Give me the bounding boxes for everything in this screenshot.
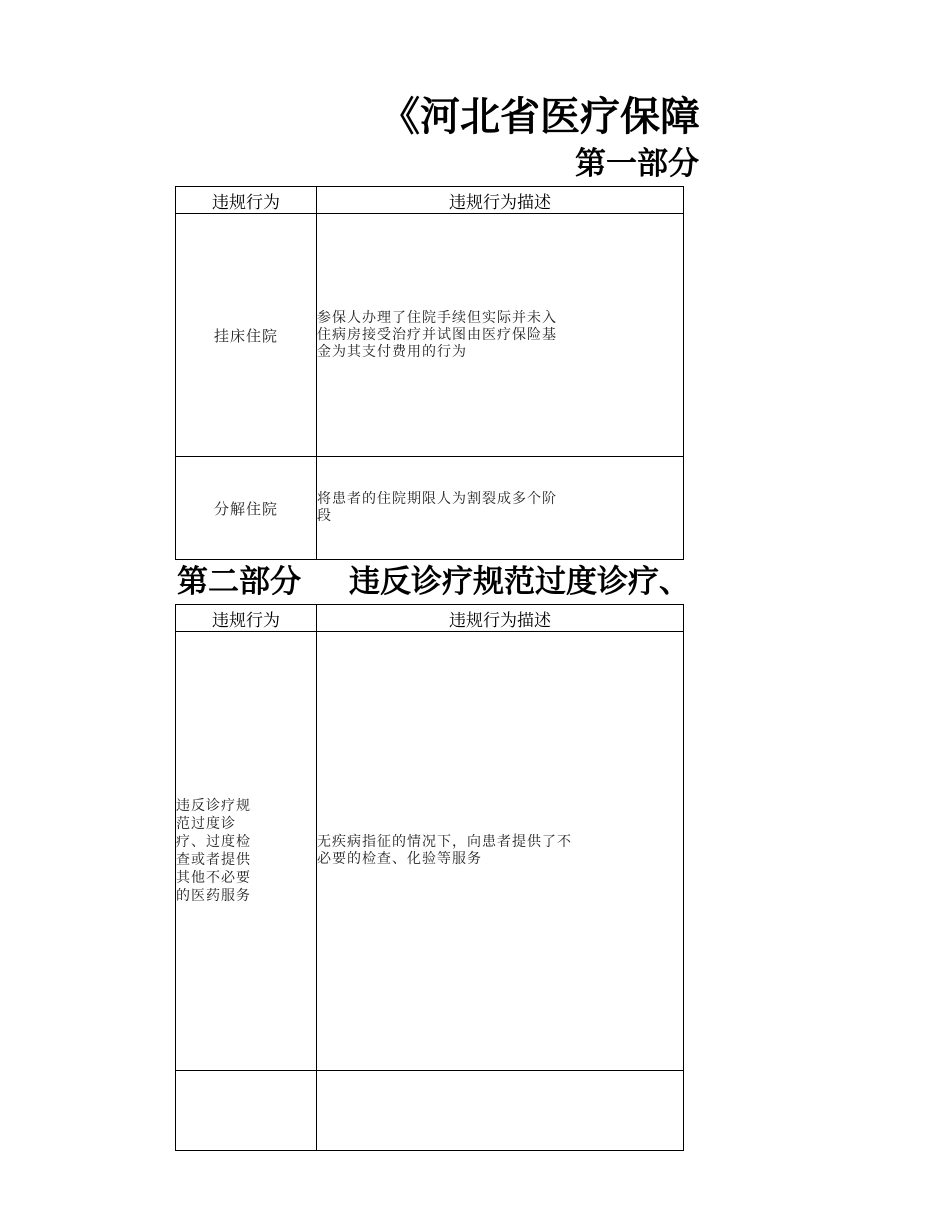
table-row <box>176 632 684 1071</box>
table-row <box>176 457 684 560</box>
description-cell <box>317 1071 684 1151</box>
part2-heading <box>177 564 690 600</box>
behavior-cell <box>176 1071 317 1151</box>
header-description: 违规行为描述 <box>317 605 684 632</box>
violations-table-part1 <box>175 186 684 560</box>
description-cell <box>317 457 684 560</box>
table-row <box>176 1071 684 1151</box>
description-cell <box>317 632 684 1071</box>
header-description: 违规行为描述 <box>317 187 684 214</box>
table-header-row <box>176 187 684 214</box>
behavior-cell <box>176 632 317 1071</box>
violations-table-part2 <box>175 604 684 1151</box>
part2-heading-number: 第二部分 <box>177 564 301 600</box>
header-behavior: 违规行为 <box>176 605 317 632</box>
behavior-text: 违反诊疗规范过度诊疗、过度检查或者提供其他不必要的医药服务 <box>176 798 251 904</box>
table-row <box>176 214 684 457</box>
description-text: 将患者的住院期限人为割裂成多个阶段 <box>317 491 557 524</box>
behavior-cell: 挂床住院 <box>176 214 317 457</box>
description-cell <box>317 214 684 457</box>
behavior-cell: 分解住院 <box>176 457 317 560</box>
part1-heading: 第一部分 <box>575 146 699 182</box>
description-text: 参保人办理了住院手续但实际并未入住病房接受治疗并试图由医疗保险基金为其支付费用的行为 <box>317 309 557 360</box>
document-title: 《河北省医疗保障 <box>380 94 700 140</box>
part2-heading-text: 违反诊疗规范过度诊疗、 <box>349 564 690 600</box>
description-text: 无疾病指征的情况下，向患者提供了不必要的检查、化验等服务 <box>317 834 572 867</box>
header-behavior: 违规行为 <box>176 187 317 214</box>
table-header-row <box>176 605 684 632</box>
